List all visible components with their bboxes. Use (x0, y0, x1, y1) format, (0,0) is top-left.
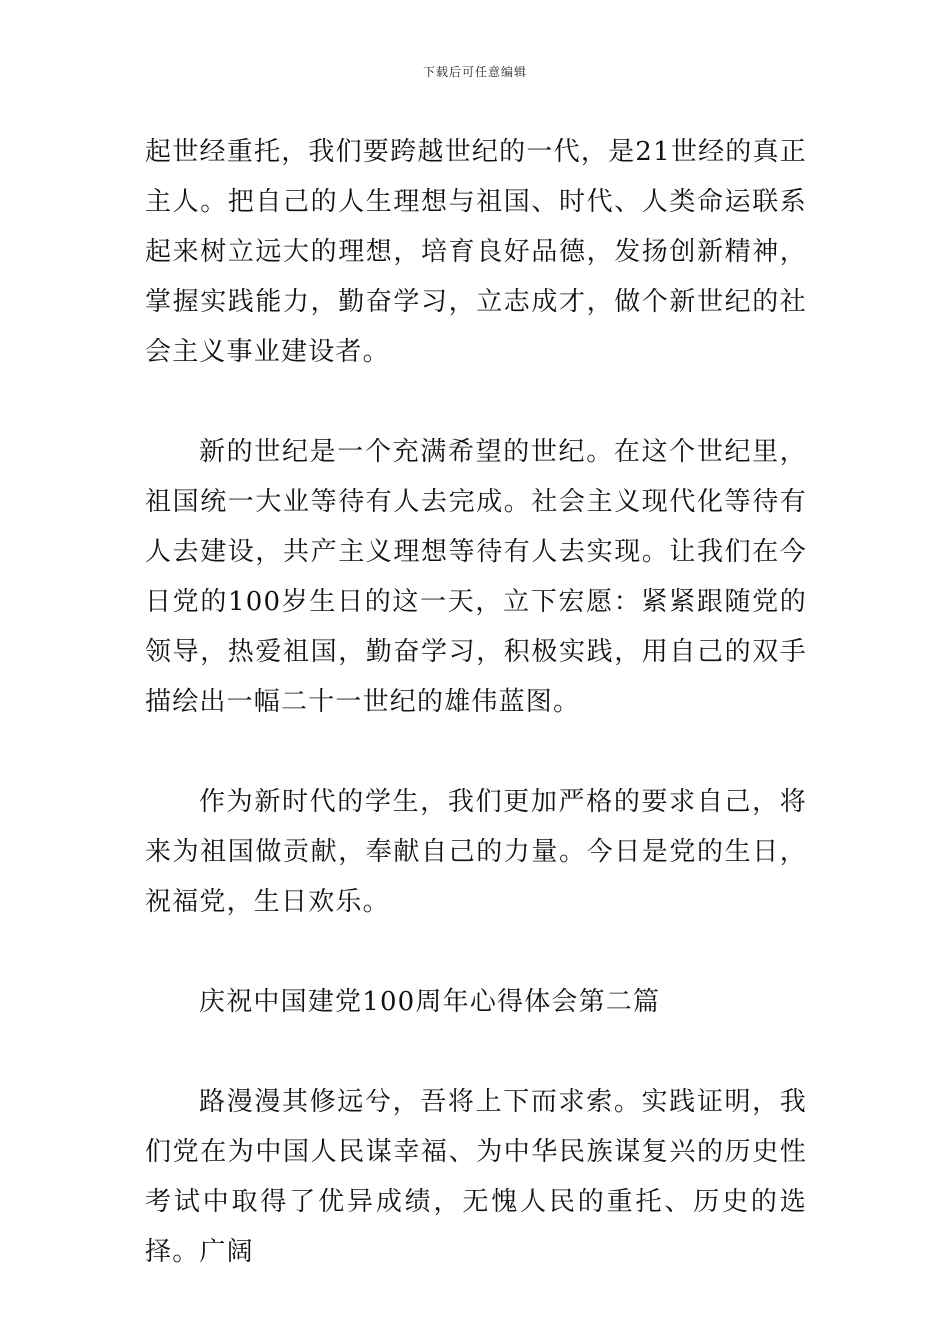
section-heading: 庆祝中国建党100周年心得体会第二篇 (199, 987, 661, 1017)
document-body (145, 127, 807, 1277)
page-header: 下载后可任意编辑 (422, 65, 527, 79)
paragraph-2: 新的世纪是一个充满希望的世纪。在这个世纪里，祖国统一大业等待有人去完成。社会主义现代化等待有人去建设，共产主义理想等待有人去实现。让我们在今日党的100岁生日的这一天，立下宏愿：紧紧跟随党的领导，热爱祖国，勤奋学习，积极实践，用自己的双手描绘出一幅二十一世纪的雄伟蓝图。 (145, 437, 807, 717)
paragraph-1: 起世经重托，我们要跨越世纪的一代，是21世经的真正主人。把自己的人生理想与祖国、时代、人类命运联系起来树立远大的理想，培育良好品德，发扬创新精神，掌握实践能力，勤奋学习，立志成才，做个新世纪的社会主义事业建设者。 (145, 137, 807, 367)
paragraph-4: 路漫漫其修远兮，吾将上下而求索。实践证明，我们党在为中国人民谋幸福、为中华民族谋复兴的历史性考试中取得了优异成绩，无愧人民的重托、历史的选择。广阔 (145, 1087, 807, 1267)
paragraph-3: 作为新时代的学生，我们更加严格的要求自己，将来为祖国做贡献，奉献自己的力量。今日是党的生日，祝福党，生日欢乐。 (145, 787, 807, 917)
